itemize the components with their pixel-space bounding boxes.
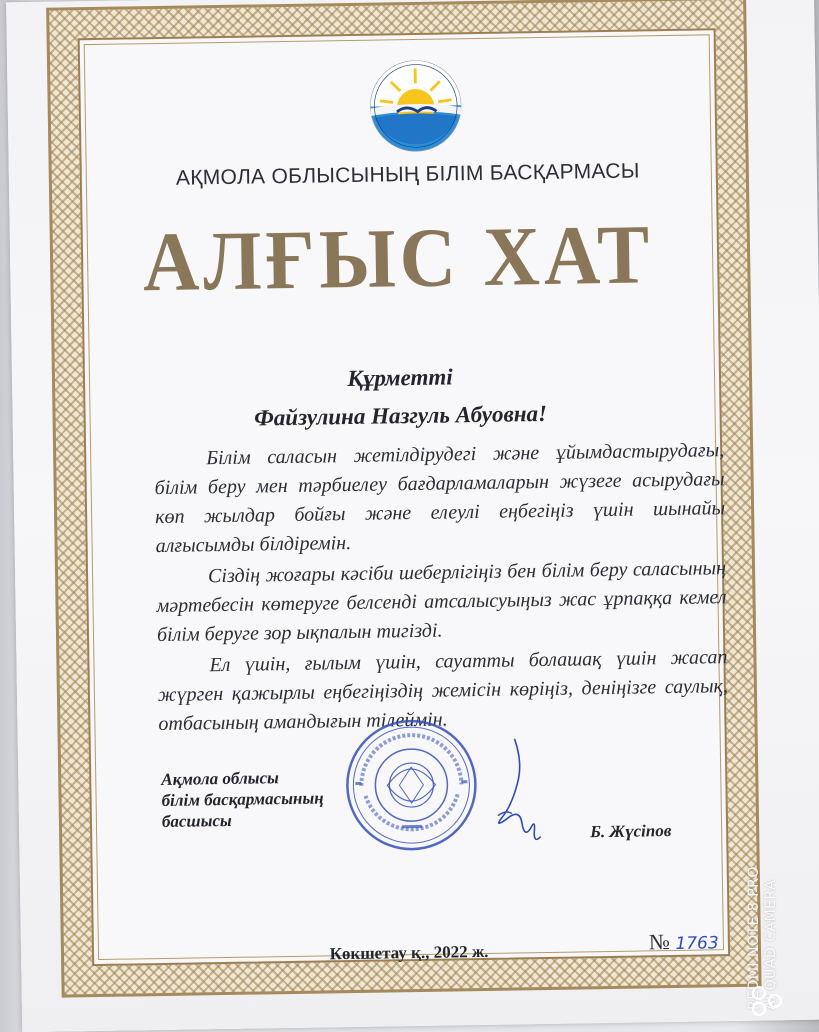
- position-line: басшысы: [162, 807, 422, 832]
- handwritten-number: 1763: [675, 933, 719, 954]
- document-number: [649, 928, 719, 955]
- signatory-position: [161, 765, 422, 832]
- letter-body: [154, 436, 729, 741]
- salutation-honorific: Құрметті: [85, 360, 715, 396]
- city-and-year: Көкшетау қ., 2022 ж.: [94, 938, 724, 968]
- camera-watermark-line: AI QUAD CAMERA: [763, 866, 780, 1010]
- certificate-sheet: [6, 0, 819, 1032]
- handwritten-signature: [471, 733, 553, 854]
- document-title: АЛҒЫС ХАТ: [82, 205, 713, 312]
- body-paragraph: Білім саласын жетілдірудегі және ұйымдастырудағы, білім беру мен тәрбиелеу бағдарламаларын жүзеге асырудағы көп жылдар бойғы және елеулі еңбегіңіз үшін шынайы алғысымды білдіремін.: [154, 436, 726, 561]
- body-paragraph: Ел үшін, ғылым үшін, сауатты болашақ үшін жасап жүрген қажырлы еңбегіңіздің жемісін көріңіз, деніңізге саулық, отбасының амандығын тілеймін.: [157, 643, 728, 739]
- position-line: Ақмола облысы: [161, 765, 421, 790]
- camera-lens-icon: [750, 984, 784, 1018]
- position-line: білім басқармасының: [161, 786, 421, 811]
- number-sign: №: [649, 929, 670, 954]
- certificate-content: [78, 28, 730, 966]
- body-paragraph: Сіздің жоғары кәсіби шеберлігіңіз бен білім беру саласының мәртебесін көтеруге белсенді атсалысуыңыз жас ұрпаққа кемел білім беруге зор ықпалын тигізді.: [156, 554, 727, 650]
- ornamental-border: [46, 0, 761, 998]
- signatory-name: Б. Жүсіпов: [590, 821, 672, 842]
- education-department-logo: [368, 58, 463, 153]
- organization-name: АҚМОЛА ОБЛЫСЫНЫҢ БІЛІМ БАСҚАРМАСЫ: [148, 159, 668, 191]
- camera-watermark-line: REDMI NOTE 8 PRO: [746, 866, 763, 1010]
- recipient-name: Файзулина Назгуль Абуовна!: [85, 398, 715, 434]
